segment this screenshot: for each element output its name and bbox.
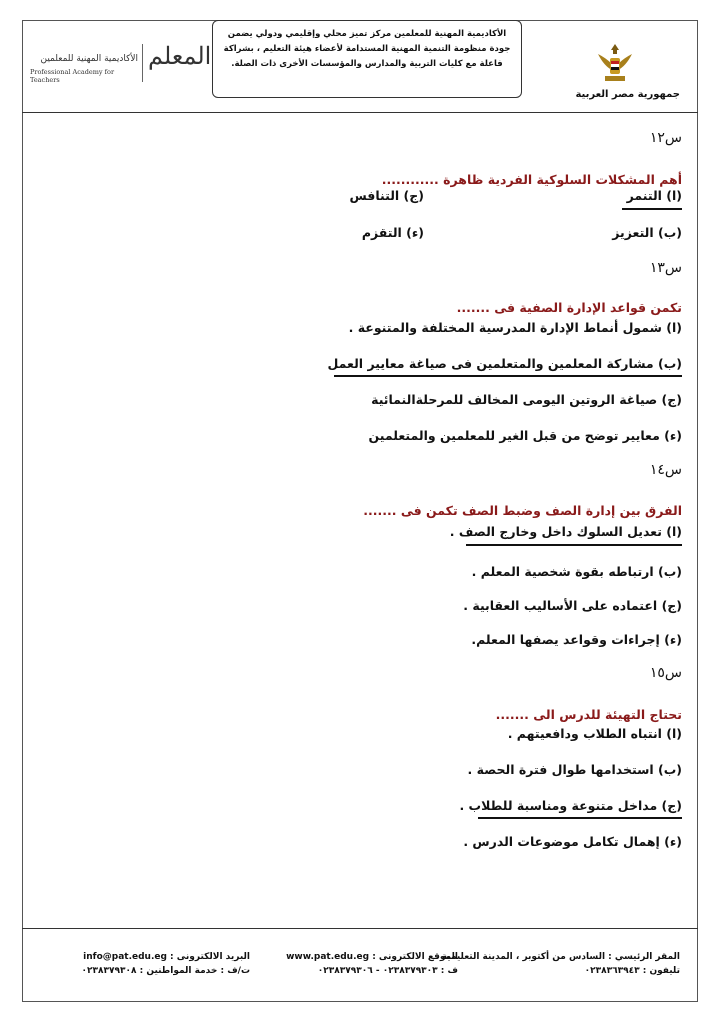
question-number: س١٢ (649, 130, 682, 146)
egypt-eagle-emblem (592, 40, 638, 86)
footer-divider (22, 928, 698, 929)
option-d: (ء) التقزم (361, 225, 424, 240)
option-d: (ء) إهمال تكامل موضوعات الدرس . (463, 834, 682, 849)
mission-line: فاعلة مع كليات التربية والمدارس والمؤسسات الأخرى ذات الصلة. (231, 59, 503, 69)
option-b: (ب) استخدامها طوال فترة الحصة . (467, 762, 682, 777)
option-b: (ب) ارتباطه بقوة شخصية المعلم . (471, 564, 682, 579)
footer-address-block (430, 950, 680, 978)
answer-underline (334, 375, 682, 377)
footer-website: الموقع الالكترونى : www.pat.edu.eg (286, 952, 458, 962)
footer-phone: تليفون : ٠٢٣٨٣٦٣٩٤٣ (584, 966, 680, 976)
footer-hotline: ت/ف : خدمة المواطنين : ٠٢٣٨٣٧٩٣٠٨ (81, 966, 250, 976)
option-a: (ا) التنمر (626, 188, 682, 203)
question-title: الفرق بين إدارة الصف وضبط الصف تكمن فى ....... (363, 503, 682, 518)
mission-line: الأكاديمية المهنية للمعلمين مركز تميز محلي وإقليمي ودولي يضمن (227, 29, 507, 39)
question-number: س١٣ (649, 260, 682, 276)
option-d: (ء) إجراءات وقواعد يصفها المعلم. (471, 632, 682, 647)
option-d: (ء) معايير توضح من قبل الغير للمعلمين والمتعلمين (368, 428, 682, 443)
answer-underline (478, 817, 682, 819)
option-c: (ج) اعتماده على الأساليب العقابية . (463, 598, 682, 613)
footer-address: المقر الرئيسي : السادس من أكتوبر ، المدينة التعليمية (441, 952, 680, 962)
option-c: (ج) مداخل متنوعة ومناسبة للطلاب . (459, 798, 682, 813)
option-a: (ا) انتباه الطلاب ودافعيتهم . (507, 726, 682, 741)
logo-word: المعلم (148, 42, 212, 70)
country-name: جمهورية مصر العربية (575, 89, 680, 100)
option-b: (ب) مشاركة المعلمين والمتعلمين فى صياغة معايير العمل (327, 356, 682, 371)
mission-line: جودة منظومة التنمية المهنية المستدامة لأعضاء هيئة التعليم ، بشراكة (223, 44, 511, 54)
option-a: (ا) شمول أنماط الإدارة المدرسية المختلفة والمتنوعة . (348, 320, 682, 335)
footer-fax: ف : ٠٢٣٨٣٧٩٣٠٣ - ٠٢٣٨٣٧٩٣٠٦ (317, 966, 458, 976)
answer-underline (466, 544, 682, 546)
option-b: (ب) التعزيز (612, 225, 682, 240)
header-divider (22, 112, 698, 113)
footer-contact-block (40, 950, 250, 978)
logo-name-ar: الأكاديمية المهنية للمعلمين (40, 54, 138, 64)
mission-statement-box (212, 20, 522, 98)
footer-web-block (258, 950, 458, 978)
logo-divider (142, 44, 143, 82)
option-a: (ا) تعديل السلوك داخل وخارج الصف . (449, 524, 682, 539)
answer-underline (622, 208, 682, 210)
question-title: تحتاج التهيئة للدرس الى ....... (495, 707, 682, 722)
logo-name-en: Professional Academy for Teachers (30, 68, 115, 84)
question-number: س١٤ (649, 462, 682, 478)
footer-email: البريد الالكترونى : info@pat.edu.eg (83, 952, 250, 962)
question-title: تكمن قواعد الإدارة الصفية فى ....... (456, 300, 682, 315)
option-c: (ج) التنافس (349, 188, 424, 203)
question-title: أهم المشكلات السلوكية الفردية ظاهرة ............ (381, 172, 682, 187)
option-c: (ج) صياغة الروتين اليومى المخالف للمرحلةالنمائية (371, 392, 682, 407)
academy-logo (30, 40, 212, 86)
question-number: س١٥ (649, 665, 682, 681)
